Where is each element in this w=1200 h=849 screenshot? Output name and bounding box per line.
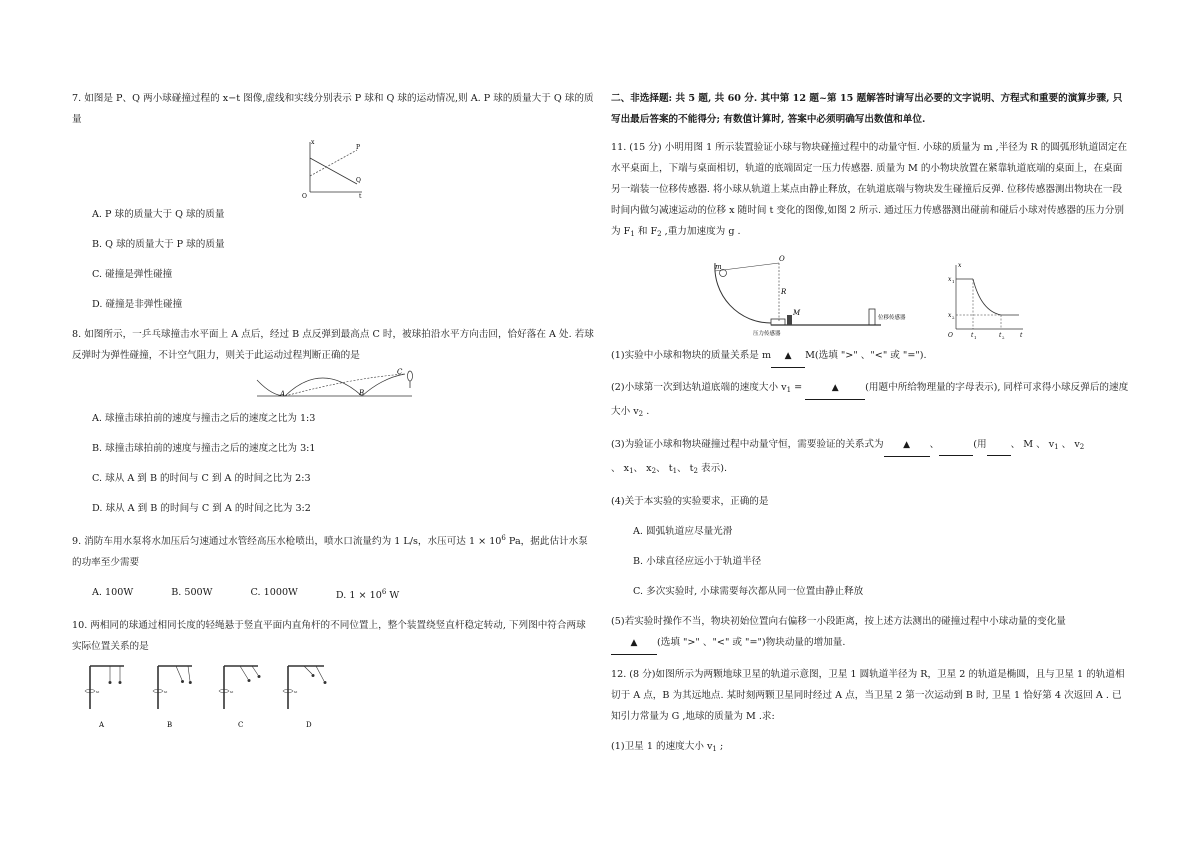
q11-part4-option-b: B. 小球直径应远小于轨道半径 [633,556,762,567]
q11-fig1-displacement-sensor: 位移传感器 [878,315,906,321]
svg-text:1: 1 [974,335,977,340]
q11-part1-blank[interactable]: ▲ [771,345,805,368]
svg-text:t: t [971,332,974,339]
q10-label-a: A [99,721,105,729]
svg-text:ω: ω [164,689,168,694]
q12-stem: 12. (8 分)如图所示为两颗地球卫星的轨道示意图，卫星 1 圆轨道半径为 R，卫星 2 的轨道是椭圆，且与卫星 1 的轨道相切于 A 点，B 为其远地点. 某时刻两颗卫星同时经过 A 点，当卫星 2 第一次运动到 B 时, 卫星 1 恰好第 4 次返回 A . 已知引力常量为 G ,地球的质量为 M .求: [611,669,1125,722]
q7-option-a: A. P 球的质量大于 Q 球的质量 [92,209,225,220]
q8-option-c: C. 球从 A 到 B 的时间与 C 到 A 的时间之比为 2:3 [92,473,311,484]
q10-label-d: D [306,721,312,729]
q10-label-c: C [238,721,244,729]
q10-options-figure [72,661,594,731]
q11-part2-blank[interactable]: ▲ [805,377,865,400]
q11-part2: (2)小球第一次到达轨道底端的速度大小 $v_1$ = ▲ (用题中所给物理量的字母表示), 同样可求得小球反弹后的速度大小 $v_2$ . [611,377,1131,425]
q11-fig1-o: O [779,255,785,263]
svg-text:x: x [948,312,952,319]
q11-figure-2 [948,262,1023,340]
svg-text:t: t [1020,332,1023,339]
q9-stem-sup: 6 [501,534,506,542]
q7-p-label: P [356,144,361,151]
svg-text:ω: ω [230,689,234,694]
q7-option-b: B. Q 球的质量大于 P 球的质量 [92,239,225,250]
q11-part5: (5)若实验时操作不当，物块初始位置向右偏移一小段距离，按上述方法测出的碰撞过程中小球动量的变化量 ▲ (选填 ">" 、"<" 或 "=")物块动量的增加量. [611,611,1131,655]
q11-fig1-big-m: M [793,309,801,317]
q8-a-label: A [280,390,286,398]
q7-xt-graph [72,136,594,198]
q9-option-c: C. 1000W [250,587,298,598]
q9-options [92,582,594,606]
q11-stem: 11. (15 分) 小明用图 1 所示装置验证小球与物块碰撞过程中的动量守恒. 小球的质量为 m ,半径为 R 的圆弧形轨道固定在水平桌面上，下端与桌面相切，轨道的底端固定一压力传感器. 质量为 M 的小物块放置在紧靠轨道底端的桌面上，在桌面另一端装一位移传感器. 将小球从轨道上某点由静止释放，在轨道底端与物块发生碰撞后反弹. 位移传感器测出物块在一段时间内做匀减速运动的位移 x 随时间 t 变化的图像,如图 2 所示. 通过压力传感器测出碰前和碰后小球对传感器的压力分别为 $F_1$ 和 $F_2$ ,重力加速度为 g . [611,142,1128,238]
svg-text:x: x [958,262,962,269]
q9-stem [72,528,594,573]
q11-fig1-r: R [781,288,787,296]
q7-q-label: Q [356,177,361,184]
q11-part5-blank[interactable]: ▲ [611,632,657,655]
q11-part3-blank2[interactable] [939,434,973,456]
q11-part3: (3)为验证小球和物块碰撞过程中动量守恒，需要验证的关系式为 ▲ 、 (用 、 M 、 $v_1$ 、 $v_2$ 、 $x_1$、 $x_2$、 $t_1$、 $t_2$ 表示). [611,434,1131,482]
q10-figure-c [219,666,261,729]
right-column [611,88,1131,769]
q8-trajectory-figure [72,368,594,404]
q12-part1: (1)卫星 1 的速度大小 $v_1$ ; [611,741,724,753]
q8-option-b: B. 球撞击球拍前的速度与撞击之后的速度之比为 3:1 [92,443,316,454]
q9-option-a: A. 100W [92,587,134,598]
q11-part4: (4)关于本实验的实验要求，正确的是 [611,496,769,507]
q10-figure-b [153,666,192,729]
svg-text:x: x [948,276,952,283]
svg-text:1: 1 [952,279,955,284]
q8-b-label: B [359,389,365,397]
q11-fig1-pressure-sensor: 压力传感器 [753,331,781,337]
section-title: 二、非选择题: 共 5 题, 共 60 分. 其中第 12 题~第 15 题解答时请写出必要的文字说明、方程式和重要的演算步骤, 只写出最后答案的不能得分; 有数值计算时, 答案中必须明确写出数值和单位. [611,93,1123,125]
q11-part1: (1)实验中小球和物块的质量关系是 m ▲ M(选填 ">" 、"<" 或 "="). [611,345,1131,368]
q8-c-label: C [397,368,403,376]
svg-text:2: 2 [952,315,955,320]
q7-x-label: x [311,139,315,146]
q11-apparatus-figures [611,249,1131,341]
svg-text:ω: ω [96,689,100,694]
svg-text:t: t [999,332,1002,339]
q10-figure-a [85,666,124,729]
left-column [72,88,594,731]
q7-t-label: t [359,193,362,198]
q7-option-c: C. 碰撞是弹性碰撞 [92,269,173,280]
q11-fig1-m: m [715,263,722,271]
q9-stem-part1: 9. 消防车用水泵将水加压后匀速通过水管经高压水枪喷出，喷水口流量约为 1 L/s，水压可达 1 × 10 [72,536,502,547]
q8-option-d: D. 球从 A 到 B 的时间与 C 到 A 的时间之比为 3:2 [92,503,311,514]
q9-stem-part2: Pa，据此估计水泵的功率至少需要 [72,536,588,568]
q9-option-b: B. 500W [171,587,213,598]
svg-text:ω: ω [294,689,298,694]
q11-part4-option-a: A. 圆弧轨道应尽量光滑 [633,526,733,537]
q11-figure-1 [715,255,906,337]
q10-label-b: B [167,721,173,729]
q8-stem: 8. 如图所示，一乒乓球撞击水平面上 A 点后，经过 B 点反弹到最高点 C 时，被球拍沿水平方向击回，恰好落在 A 处. 若球反弹时为弹性碰撞，不计空气阻力，则关于此运动过程判断正确的是 [72,329,594,361]
svg-text:2: 2 [1002,335,1005,340]
svg-text:O: O [948,332,953,339]
q8-option-a: A. 球撞击球拍前的速度与撞击之后的速度之比为 1:3 [92,413,316,424]
q11-part3-blank1[interactable]: ▲ [884,434,930,457]
q11-part4-option-c: C. 多次实验时, 小球需要每次都从同一位置由静止释放 [633,586,864,597]
q7-origin-label: O [302,193,307,198]
q10-stem: 10. 两相同的球通过相同长度的轻绳悬于竖直平面内直角杆的不同位置上，整个装置绕竖直杆稳定转动, 下列图中符合两球实际位置关系的是 [72,620,586,652]
q11-part3-blank3[interactable] [987,434,1011,456]
q7-option-d: D. 碰撞是非弹性碰撞 [92,299,183,310]
q10-figure-d [283,666,327,729]
q7-stem: 7. 如图是 P、Q 两小球碰撞过程的 x−t 图像,虚线和实线分别表示 P 球和 Q 球的运动情况,则 A. P 球的质量大于 Q 球的质量 [72,93,594,125]
q9-option-d: D. $1 \times 10^6$ W [335,588,400,601]
